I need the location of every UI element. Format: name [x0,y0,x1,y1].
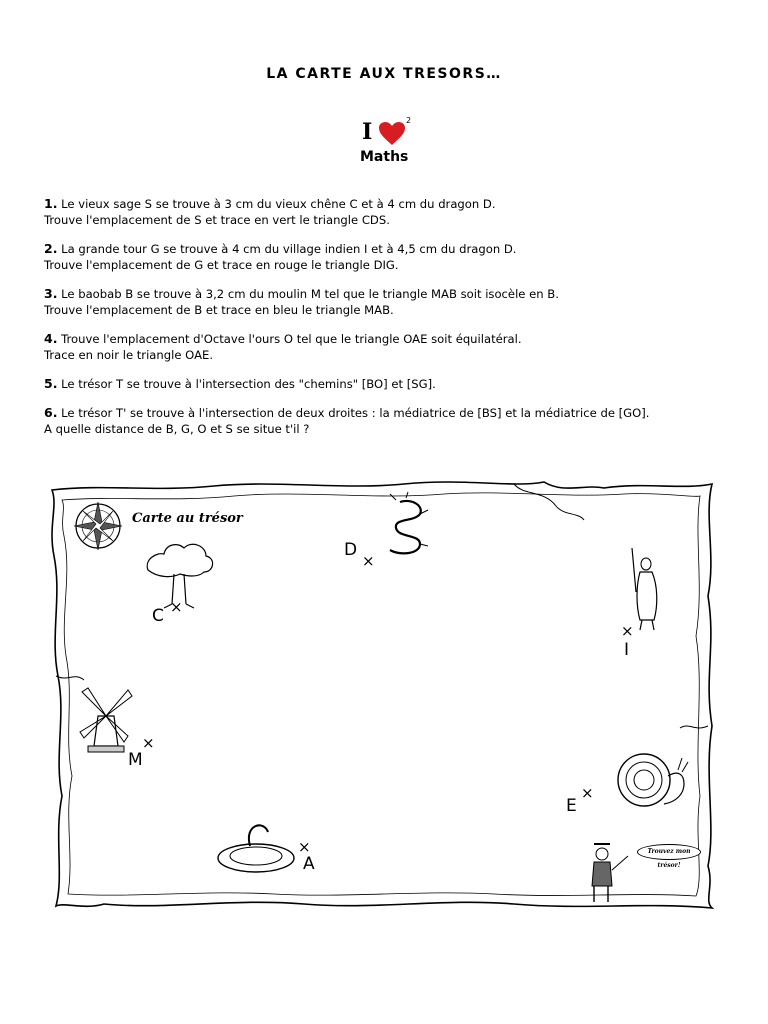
exercise-text: A quelle distance de B, G, O et S se situe t'il ? [44,422,310,436]
exercise-3 [44,286,734,318]
cross-mark-a: × [298,838,311,856]
map-title: Carte au trésor [132,511,243,526]
logo-letter: I [362,119,373,145]
snail-icon [618,754,688,806]
exercise-number: 4. [44,331,58,346]
point-label-a: A [303,854,315,874]
cross-mark-m: × [142,734,155,752]
exercise-5 [44,376,734,392]
speech-bubble: Trouvez mon trésor! [637,844,701,860]
logo-word: Maths [360,149,409,165]
exercise-6 [44,405,734,437]
exercise-1 [44,196,734,228]
indian-chief-icon [632,548,657,630]
dragon-icon [390,492,428,553]
i-love-maths-logo [355,116,415,172]
exercise-text: Trouve l'emplacement de G et trace en rouge le triangle DIG. [44,258,399,272]
exercise-number: 5. [44,376,58,391]
exercise-text: Le trésor T' se trouve à l'intersection de deux droites : la médiatrice de [BS] et la médiatrice de [GO]. [57,406,650,420]
exercise-number: 2. [44,241,58,256]
cross-mark-d: × [362,552,375,570]
point-label-m: M [128,750,143,770]
compass-rose-icon [74,502,122,550]
exercise-text: Trouve l'emplacement d'Octave l'ours O tel que le triangle OAE soit équilatéral. [57,332,522,346]
exercise-list [44,196,734,450]
heart-icon [379,122,405,146]
exercise-number: 3. [44,286,58,301]
exercise-2 [44,241,734,273]
parchment-border [44,476,722,914]
exercise-4 [44,331,734,363]
exercise-number: 1. [44,196,58,211]
pirate-icon [592,844,628,902]
exercise-text: Trouve l'emplacement de S et trace en vert le triangle CDS. [44,213,390,227]
exercise-text: Le trésor T se trouve à l'intersection des "chemins" [BO] et [SG]. [57,377,436,391]
point-label-i: I [624,640,630,660]
page-title: LA CARTE AUX TRESORS… [266,66,502,82]
logo-exponent: 2 [406,116,412,125]
cross-mark-i: × [621,622,634,640]
exercise-text: Trouve l'emplacement de B et trace en bleu le triangle MAB. [44,303,394,317]
snake-icon [218,825,294,872]
exercise-text: Le vieux sage S se trouve à 3 cm du vieux chêne C et à 4 cm du dragon D. [57,197,496,211]
exercise-text: Le baobab B se trouve à 3,2 cm du moulin M tel que le triangle MAB soit isocèle en B. [57,287,559,301]
windmill-icon [80,688,132,752]
cross-mark-e: × [581,784,594,802]
exercise-number: 6. [44,405,58,420]
treasure-map [44,476,722,914]
point-label-d: D [344,540,358,560]
point-label-c: C [152,606,164,626]
exercise-text: La grande tour G se trouve à 4 cm du village indien I et à 4,5 cm du dragon D. [57,242,517,256]
cross-mark-c: × [170,598,183,616]
exercise-text: Trace en noir le triangle OAE. [44,348,214,362]
point-label-e: E [566,796,577,816]
